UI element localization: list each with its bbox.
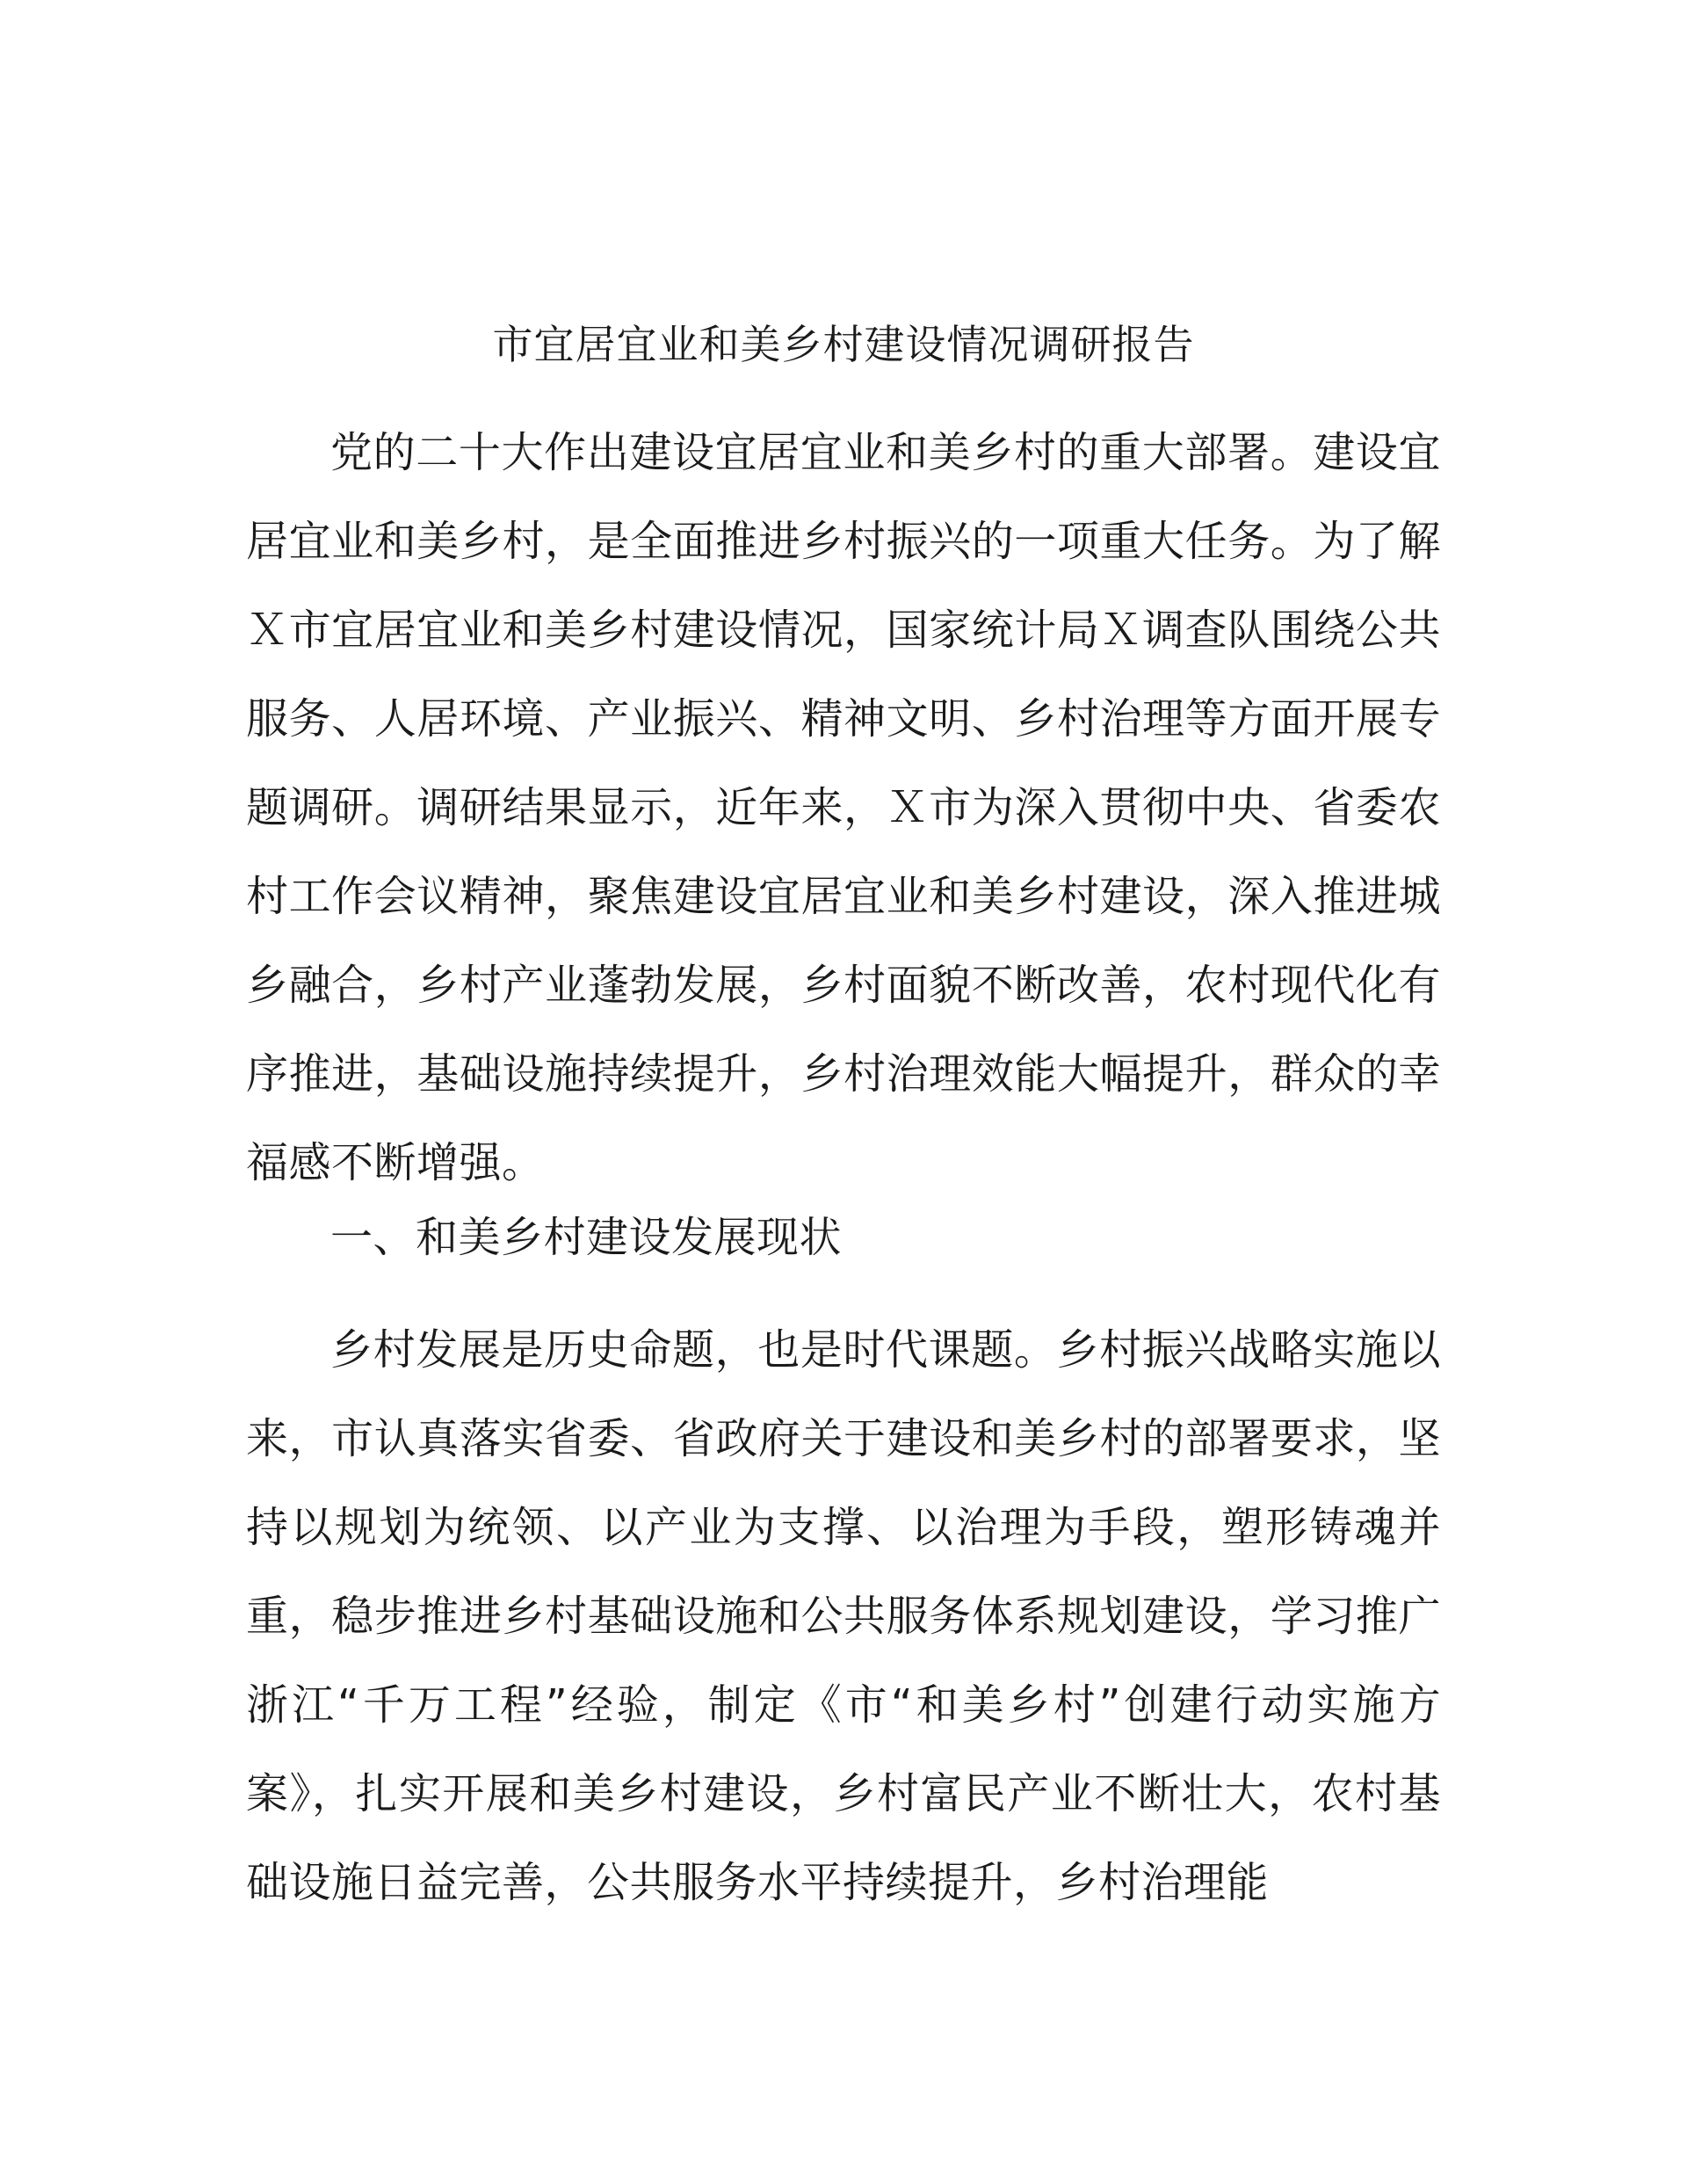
section-body-paragraph: 乡村发展是历史命题，也是时代课题。乡村振兴战略实施以来，市认真落实省委、省政府关于建设和美乡村的部署要求，坚持以规划为统领、以产业为支撑、以治理为手段，塑形铸魂并重，稳步推进乡村基础设施和公共服务体系规划建设，学习推广浙江“千万工程”经验，制定《市“和美乡村”创建行动实施方案》，扎实开展和美乡村建设，乡村富民产业不断壮大，农村基础设施日益完善，公共服务水平持续提升，乡村治理能 xyxy=(246,1325,1441,1907)
document-title: 市宜居宜业和美乡村建设情况调研报告 xyxy=(492,321,1195,368)
section-heading: 一、和美乡村建设发展现状 xyxy=(330,1213,843,1262)
intro-paragraph: 党的二十大作出建设宜居宜业和美乡村的重大部署。建设宜居宜业和美乡村，是全面推进乡村振兴的一项重大任务。为了解Ｘ市宜居宜业和美乡村建设情况，国家统计局Ｘ调查队围绕公共服务、人居环境、产业振兴、精神文明、乡村治理等方面开展专题调研。调研结果显示，近年来，Ｘ市为深入贯彻中央、省委农村工作会议精神，聚焦建设宜居宜业和美乡村建设，深入推进城乡融合，乡村产业蓬勃发展，乡村面貌不断改善，农村现代化有序推进，基础设施持续提升，乡村治理效能大幅提升，群众的幸福感不断增强。 xyxy=(246,428,1441,1187)
